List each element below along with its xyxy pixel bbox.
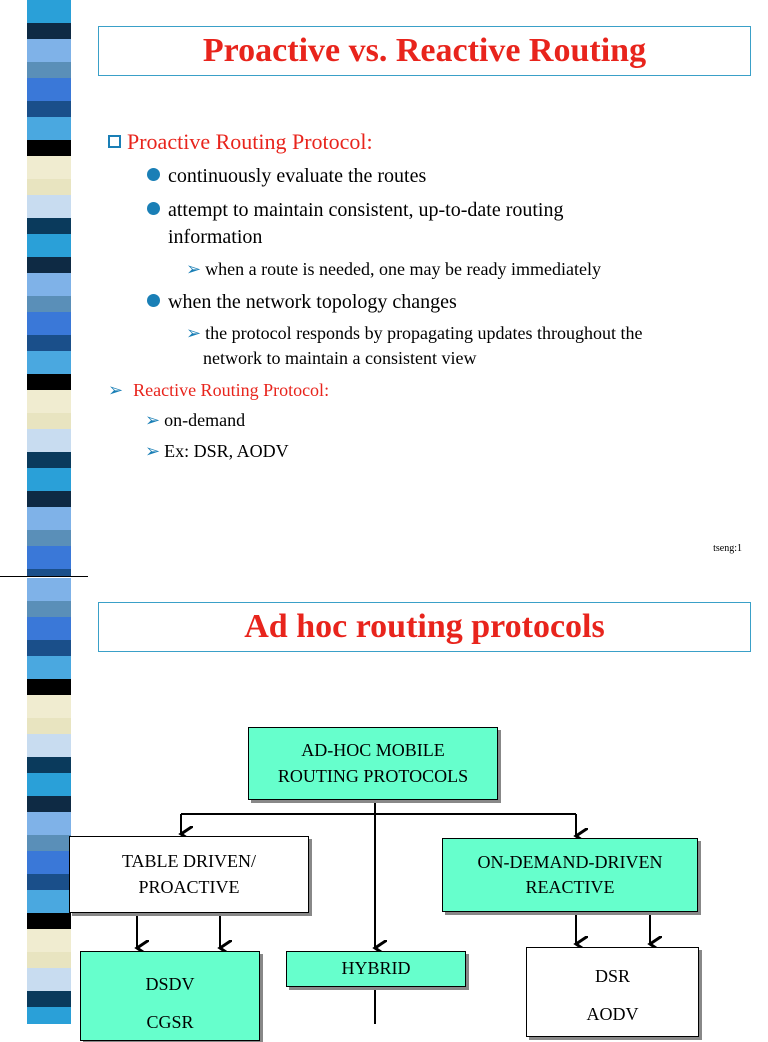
- checkbox-bullet-icon: [108, 135, 121, 148]
- strip-block: [27, 796, 71, 812]
- strip-block: [27, 679, 71, 695]
- strip-block: [27, 851, 71, 874]
- sub-bullet-item: ➢ the protocol responds by propagating updates throughout the: [186, 323, 643, 343]
- strip-block: [27, 874, 71, 890]
- decorative-strip-bottom: [27, 578, 71, 1024]
- slide-1-title-box: [98, 26, 751, 76]
- hybrid-node: HYBRID: [286, 951, 466, 987]
- strip-block: [27, 578, 71, 601]
- table-driven-node: TABLE DRIVEN/ PROACTIVE: [69, 836, 309, 913]
- arrow-bullet-icon: ➢: [186, 323, 202, 343]
- dot-bullet-icon: [147, 202, 160, 215]
- reactive-list-node: DSR AODV: [526, 947, 699, 1037]
- arrow-bullet-icon: ➢: [108, 380, 124, 400]
- sub-bullet-item: ➢ when a route is needed, one may be ready immediately: [186, 259, 601, 279]
- slide-2-title-box: [98, 602, 751, 652]
- bullet-item: continuously evaluate the routes: [147, 165, 426, 188]
- sub-bullet-item-continuation: network to maintain a consistent view: [203, 348, 477, 368]
- strip-block: [27, 952, 71, 968]
- arrow-bullet-icon: ➢: [145, 410, 161, 430]
- strip-block: [27, 812, 71, 835]
- strip-block: [27, 773, 71, 796]
- arrow-bullet-icon: ➢: [186, 259, 202, 279]
- strip-block: [27, 617, 71, 640]
- strip-block: [27, 929, 71, 952]
- arrow-bullet-icon: ➢: [145, 441, 161, 461]
- on-demand-node: ON-DEMAND-DRIVEN REACTIVE: [442, 838, 698, 912]
- proactive-heading: Proactive Routing Protocol:: [108, 129, 373, 155]
- strip-block: [27, 734, 71, 757]
- slide-1-title: Proactive vs. Reactive Routing: [202, 32, 647, 69]
- strip-block: [27, 640, 71, 656]
- strip-block: [27, 718, 71, 734]
- dot-bullet-icon: [147, 168, 160, 181]
- slide-footer: tseng:1: [713, 543, 742, 554]
- strip-block: [27, 601, 71, 617]
- reactive-item: ➢ Ex: DSR, AODV: [145, 441, 289, 461]
- slide-2-title: Ad hoc routing protocols: [244, 608, 605, 645]
- strip-block: [27, 1007, 71, 1024]
- strip-block: [27, 968, 71, 991]
- strip-block: [27, 656, 71, 679]
- strip-block: [27, 695, 71, 718]
- strip-block: [27, 835, 71, 851]
- strip-block: [27, 991, 71, 1007]
- proactive-list-node: DSDV CGSR: [80, 951, 260, 1041]
- strip-block: [27, 757, 71, 773]
- slide-divider: [0, 576, 88, 577]
- bullet-item: when the network topology changes: [147, 291, 457, 314]
- strip-block: [27, 890, 71, 913]
- bullet-item-continuation: information: [168, 226, 263, 248]
- bullet-item: attempt to maintain consistent, up-to-date routing: [147, 199, 563, 222]
- reactive-heading: ➢ Reactive Routing Protocol:: [108, 380, 330, 400]
- strip-block: [27, 913, 71, 929]
- dot-bullet-icon: [147, 294, 160, 307]
- root-node: AD-HOC MOBILE ROUTING PROTOCOLS: [248, 727, 498, 800]
- reactive-item: ➢ on-demand: [145, 410, 246, 430]
